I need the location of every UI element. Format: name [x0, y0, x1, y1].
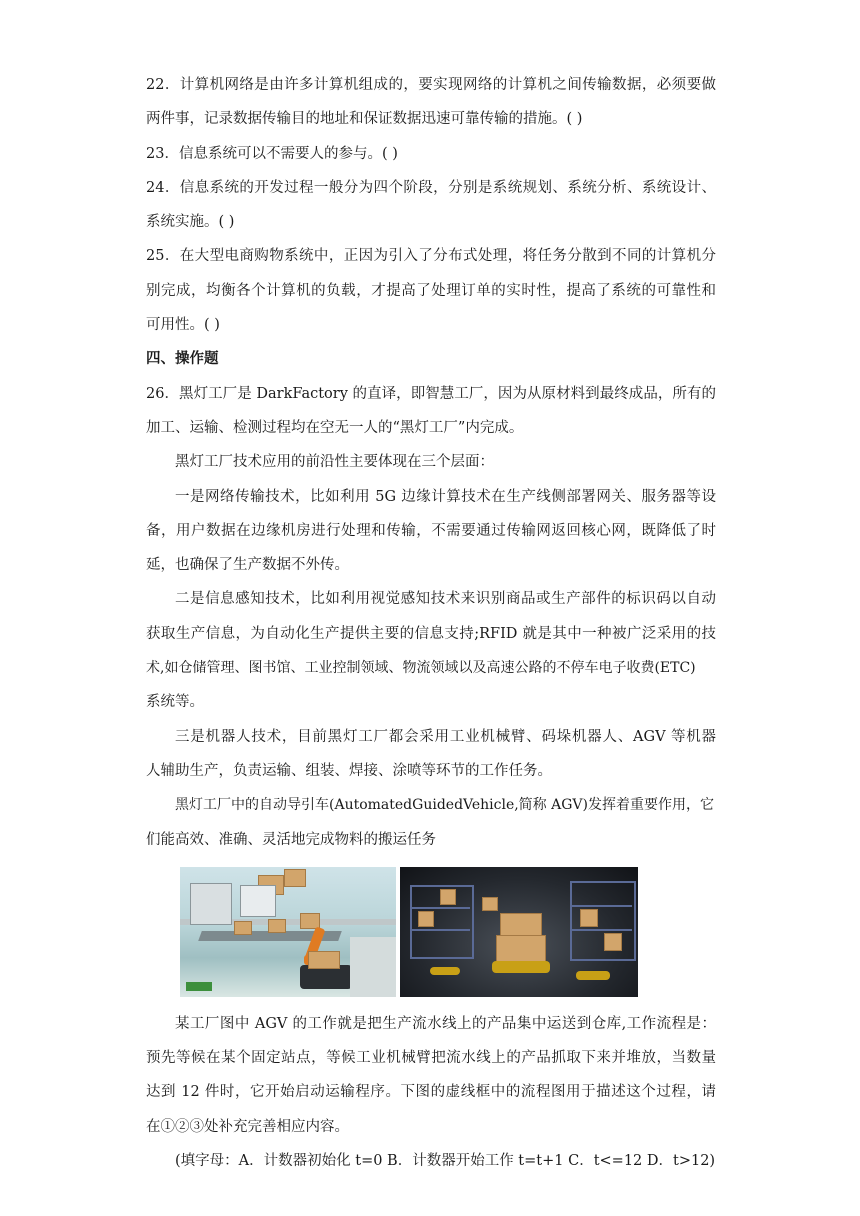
paragraph-network-line-3: 延，也确保了生产数据不外传。 — [146, 557, 349, 574]
paragraph-sensing-line-2: 获取生产信息，为自动化生产提供主要的信息支持;RFID 就是其中一种被广泛采用的技 — [146, 625, 716, 642]
paragraph-workflow-line-3: 达到 12 件时，它开始启动运输程序。下图的虚线框中的流程图用于描述这个过程，请 — [146, 1084, 716, 1101]
paragraph-workflow-line-4: 在①②③处补充完善相应内容。 — [146, 1118, 349, 1135]
factory-production-line-image — [180, 867, 396, 997]
section-heading: 四、操作题 — [146, 351, 219, 368]
figure-row — [146, 857, 716, 1007]
question-25-line-2: 别完成，均衡各个计算机的负载，才提高了处理订单的实时性，提高了系统的可靠性和 — [146, 282, 716, 299]
question-23: 23．信息系统可以不需要人的参与。( ) — [146, 145, 398, 162]
paragraph-sensing-line-1: 二是信息感知技术，比如利用视觉感知技术来识别商品或生产部件的标识码以自动 — [175, 591, 716, 608]
paragraph-sensing-line-3: 术,如仓储管理、图书馆、工业控制领域、物流领域以及高速公路的不停车电子收费(ETC) — [146, 660, 696, 677]
question-24-line-1: 24．信息系统的开发过程一般分为四个阶段，分别是系统规划、系统分析、系统设计、 — [146, 179, 716, 196]
warehouse-agv-image — [400, 867, 638, 997]
answer-options: (填字母：A．计数器初始化 t=0 B．计数器开始工作 t=t+1 C．t<=12 D．t>12) — [175, 1153, 716, 1170]
paragraph-sensing-line-4: 系统等。 — [146, 694, 204, 711]
question-25-line-3: 可用性。( ) — [146, 317, 220, 334]
company-logo — [186, 982, 212, 991]
paragraph-workflow-line-1: 某工厂图中 AGV 的工作就是把生产流水线上的产品集中运送到仓库,工作流程是： — [175, 1015, 716, 1032]
paragraph-robot-line-1: 三是机器人技术，目前黑灯工厂都会采用工业机械臂、码垛机器人、AGV 等机器 — [175, 728, 716, 745]
question-26-line-2: 加工、运输、检测过程均在空无一人的“黑灯工厂”内完成。 — [146, 419, 524, 436]
paragraph-agv-line-1: 黑灯工厂中的自动导引车(AutomatedGuidedVehicle,简称 AGV)发挥着重要作用，它 — [175, 797, 714, 814]
question-22-line-1: 22．计算机网络是由许多计算机组成的，要实现网络的计算机之间传输数据，必须要做 — [146, 77, 716, 93]
paragraph-agv-line-2: 们能高效、准确、灵活地完成物料的搬运任务 — [146, 831, 436, 848]
paragraph-network-line-2: 备，用户数据在边缘机房进行处理和传输，不需要通过传输网返回核心网，既降低了时 — [146, 522, 716, 539]
paragraph-network-line-1: 一是网络传输技术，比如利用 5G 边缘计算技术在生产线侧部署网关、服务器等设 — [175, 488, 716, 505]
paragraph-robot-line-2: 人辅助生产，负责运输、组装、焊接、涂喷等环节的工作任务。 — [146, 762, 552, 779]
question-24-line-2: 系统实施。( ) — [146, 214, 235, 231]
document-page — [146, 68, 716, 1178]
question-22-line-2: 两件事，记录数据传输目的地址和保证数据迅速可靠传输的措施。( ) — [146, 111, 583, 128]
question-26-line-1: 26．黑灯工厂是 DarkFactory 的直译，即智慧工厂，因为从原材料到最终成品，所有的 — [146, 385, 716, 402]
paragraph-workflow-line-2: 预先等候在某个固定站点，等候工业机械臂把流水线上的产品抓取下来并堆放，当数量 — [146, 1050, 716, 1067]
question-25-line-1: 25．在大型电商购物系统中，正因为引入了分布式处理，将任务分散到不同的计算机分 — [146, 248, 716, 265]
paragraph-intro: 黑灯工厂技术应用的前沿性主要体现在三个层面： — [175, 454, 494, 471]
